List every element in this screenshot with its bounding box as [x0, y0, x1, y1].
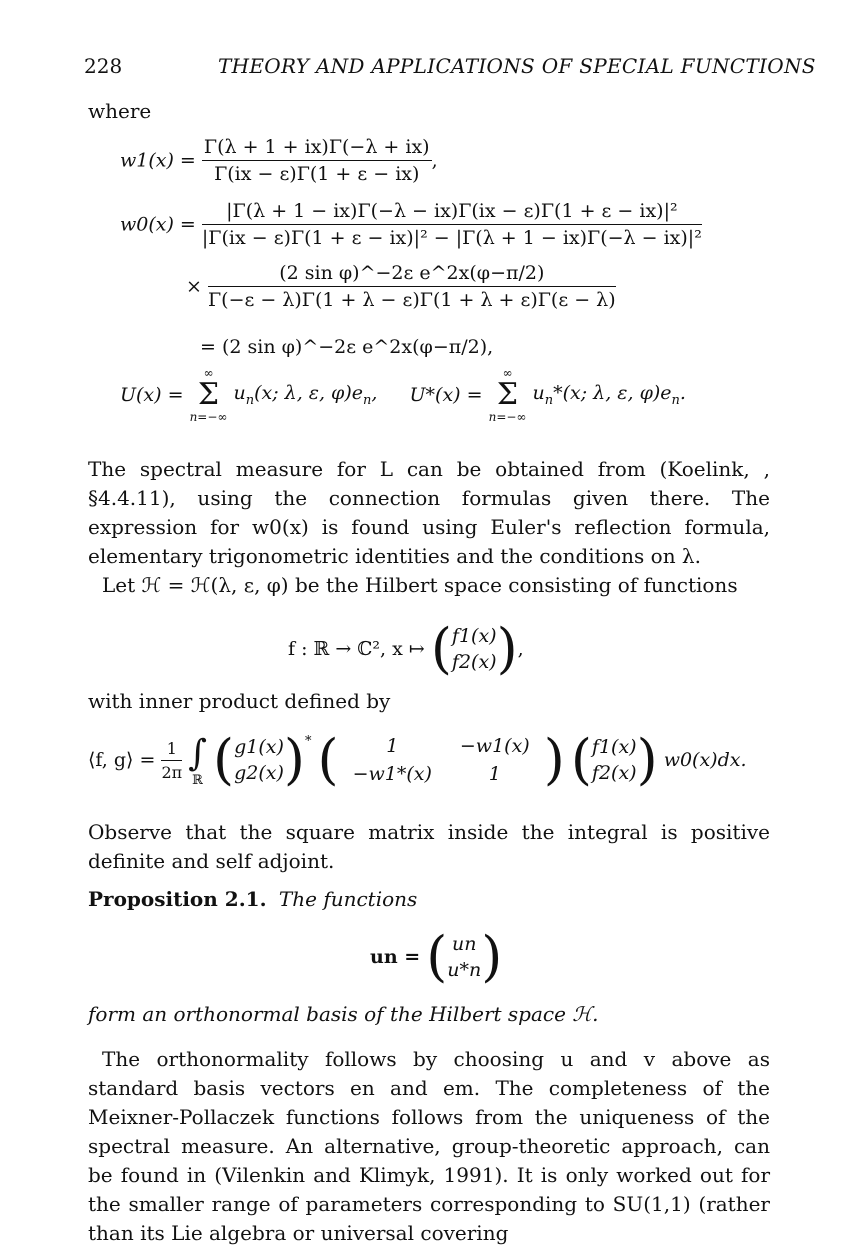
- proposition-label: Proposition 2.1.: [88, 887, 267, 911]
- equation-un: un = ( un u*n ): [370, 925, 503, 988]
- page-number: 228: [84, 54, 123, 78]
- w1-numerator: Γ(λ + 1 + ix)Γ(−λ + ix): [202, 136, 432, 161]
- sum-symbol: ∞ Σ n=−∞: [488, 366, 527, 424]
- f-vector: f1(x) f2(x): [451, 625, 497, 673]
- un-vector: un u*n: [447, 933, 482, 981]
- paragraph-orthonormality: The orthonormality follows by choosing u and v above as standard basis vectors en and em. The completeness of the Meixner-Pollaczek functions follows from the uniqueness of the spectral measure. An alternative, group-theoretic approach, can be found in (Vilenkin and Klimyk, 1991). It is only worked out for the smaller range of parameters corresponding to SU(1,1) (rather than its Lie algebra or universal covering: [88, 1047, 770, 1245]
- where-label: where: [88, 99, 152, 123]
- times-numerator: (2 sin φ)^−2ε e^2x(φ−π/2): [208, 262, 616, 287]
- equation-w1: w1(x) = $\frac{\Gamma(\lambda + 1 + ix)\Gamma(-\lambda + ix)}{\Gamma(ix - \varepsilon)\Gamma(1 + \varepsilon - ix)}$ ,: [120, 136, 438, 185]
- proposition-text: The functions: [278, 887, 418, 911]
- times-denominator: Γ(−ε − λ)Γ(1 + λ − ε)Γ(1 + λ + ε)Γ(ε − λ): [207, 289, 616, 311]
- w0-denominator: |Γ(ix − ε)Γ(1 + ε − ix)|² − |Γ(λ + 1 − ix)Γ(−λ − ix)|²: [201, 227, 702, 249]
- times-fraction: [208, 262, 616, 311]
- sum-symbol: ∞ Σ n=−∞: [189, 366, 228, 424]
- inner-product-intro: with inner product defined by: [88, 689, 391, 713]
- paragraph-hilbert-space: Let ℋ = ℋ(λ, ε, φ) be the Hilbert space consisting of functions: [102, 573, 738, 597]
- w1-fraction: [202, 136, 432, 185]
- equation-U: U(x) = ∞ Σ n=−∞ $u_n(x$; λ, ε, $\varphi)e_n$, U*(x) = ∞ Σ n=−∞ $u_n*(x$; λ, ε, $\varphi)e_n$.: [120, 366, 686, 424]
- running-title: THEORY AND APPLICATIONS OF SPECIAL FUNCTIONS: [218, 54, 816, 78]
- ip-coefficient: $\frac{1}{2\pi}$: [161, 738, 183, 782]
- equation-f-map: f : ℝ → ℂ², x ↦ ( f1(x) f2(x) ),: [288, 617, 524, 680]
- proposition-heading: [88, 885, 417, 914]
- w1-denominator: Γ(ix − ε)Γ(1 + ε − ix): [214, 163, 420, 185]
- w0-lhs: w0(x) =: [120, 213, 196, 236]
- equation-inner-product: ⟨f, g⟩ = $\frac{1}{2\pi}$ ∫ ℝ ( g1(x) g2(x) )* ( 1 −w1(x) −w1*(x) 1 ) ( f1(x) f2(x) ) w0(x)dx.: [88, 728, 747, 791]
- f-vector: f1(x) f2(x): [591, 736, 637, 784]
- equation-equals: = (2 sin φ)^−2ε e^2x(φ−π/2),: [200, 336, 494, 358]
- w0-fraction: [202, 200, 702, 249]
- g-vector: g1(x) g2(x): [234, 736, 284, 784]
- w0-numerator: |Γ(λ + 1 − ix)Γ(−λ − ix)Γ(ix − ε)Γ(1 + ε − ix)|²: [202, 200, 702, 225]
- paragraph-observe: Observe that the square matrix inside the integral is positive definite and self adjoint.: [88, 820, 770, 873]
- weight-matrix: 1 −w1(x) −w1*(x) 1: [352, 735, 530, 785]
- equation-times: × $\frac{\text{(2 sin φ)\textasciicircum{}−2ε e\textasciicircum{}2x(φ−π/2)}}{\Gamma(-\varepsilon - \lambda)\Gamma(1 + \lambda - \varepsilon)\Gamma(1 + \lambda + \varepsilon)\Gamma(\varepsilon - \lambda)}$: [186, 262, 616, 311]
- paragraph-spectral-measure: The spectral measure for L can be obtained from (Koelink, , §4.4.11), using the connection formulas given there. The expression for w0(x) is found using Euler's reflection formula, elementary trigonometric identities and the conditions on λ.: [88, 457, 770, 568]
- proposition-conclusion: form an orthonormal basis of the Hilbert space ℋ.: [88, 1002, 599, 1026]
- equation-w0: [120, 200, 702, 249]
- w1-lhs: w1(x) =: [120, 149, 196, 172]
